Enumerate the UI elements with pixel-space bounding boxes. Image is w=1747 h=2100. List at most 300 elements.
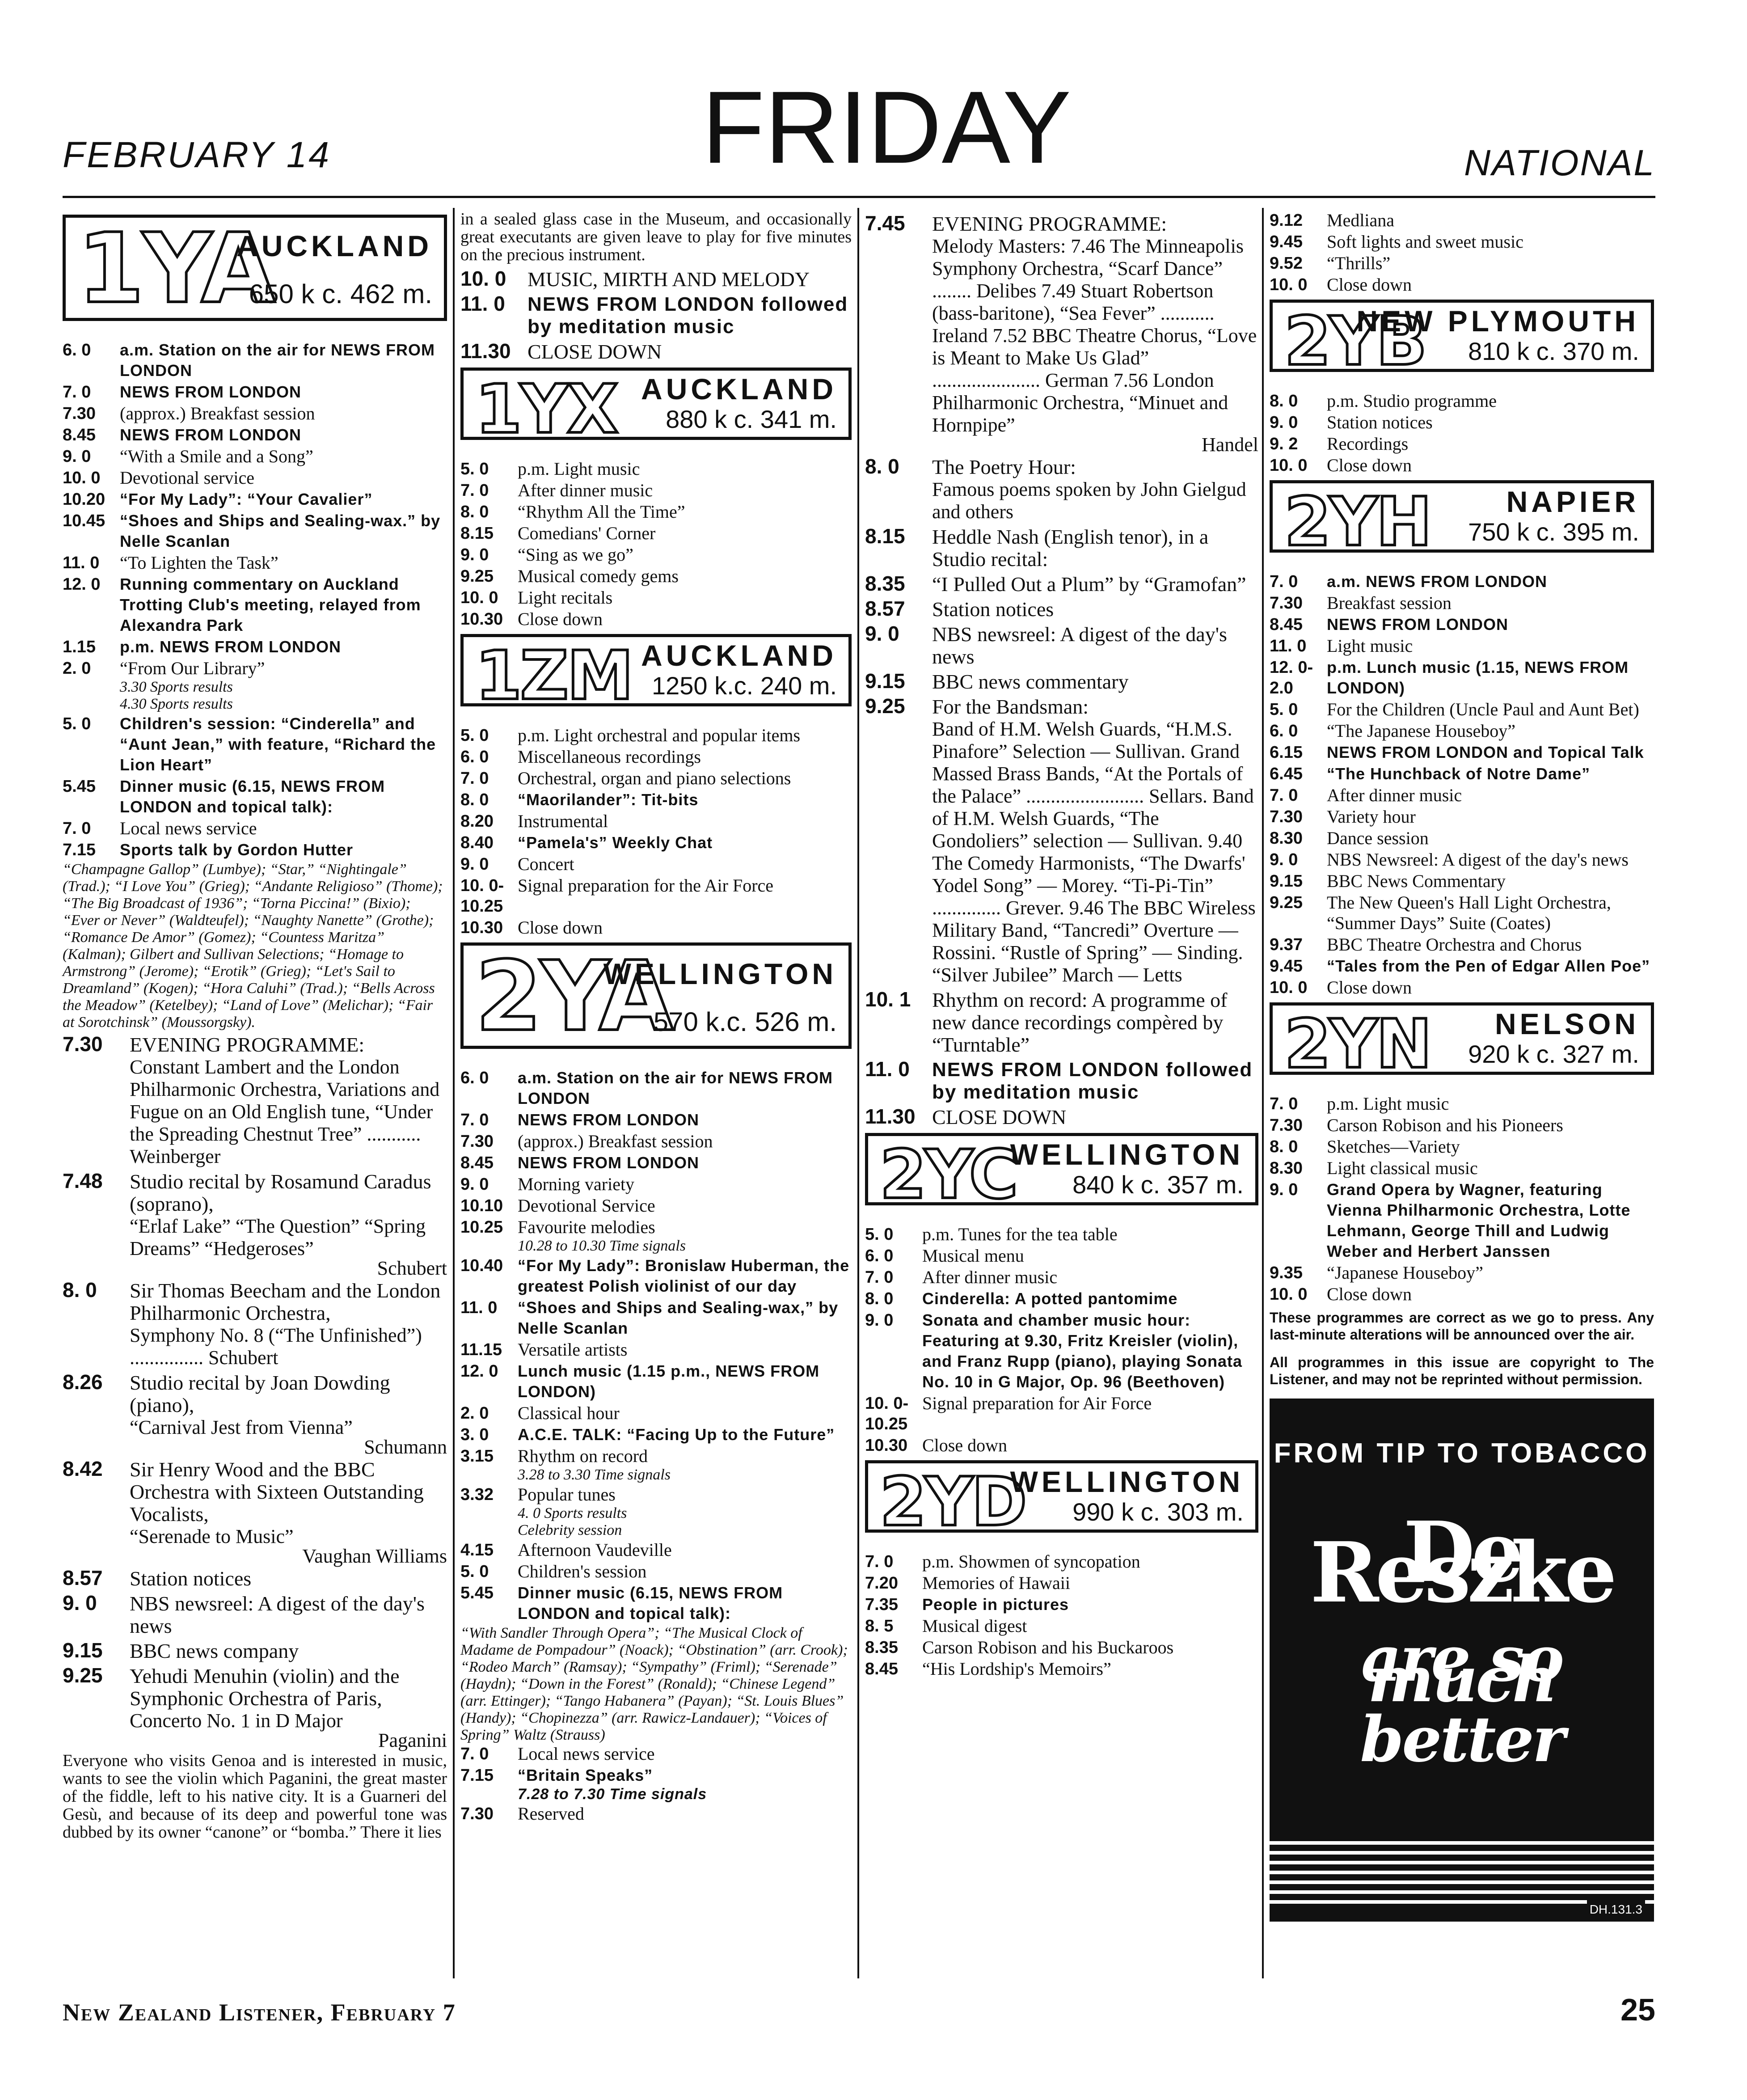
station-city: NELSON (1494, 1007, 1639, 1040)
station-city: NAPIER (1506, 485, 1639, 518)
schedule-row (63, 1034, 447, 1168)
schedule-row (460, 1131, 852, 1152)
time-label: 7. 0 (460, 1111, 489, 1129)
programme-desc (518, 587, 852, 608)
station-callsign: 1YA (77, 212, 274, 325)
time-label: 8.42 (63, 1457, 103, 1480)
schedule-row (63, 446, 447, 467)
programme-title: Concert (518, 854, 574, 874)
programme-title: Dinner music (6.15, NEWS FROM LONDON and topical talk): (518, 1584, 783, 1623)
programme-desc (518, 1174, 852, 1195)
schedule-row (865, 1393, 1258, 1434)
programme-detail: Symphony No. 8 (“The Unfinished”) ............... Schubert (130, 1324, 422, 1369)
programme-title: Running commentary on Auckland Trotting Club's meeting, relayed from Alexandra Park (120, 575, 421, 634)
programme-title: Light recitals (518, 587, 613, 608)
time-label: 7. 0 (1270, 572, 1298, 591)
time-label: 3.15 (460, 1447, 494, 1466)
column-rule (1262, 208, 1264, 1978)
station-frequency: 570 k.c. 526 m. (653, 1007, 837, 1037)
time-label: 5. 0 (460, 1562, 489, 1581)
programme-desc (1327, 828, 1654, 849)
schedule-row (460, 747, 852, 767)
schedule-row (63, 714, 447, 775)
programme-detail: “Erlaf Lake” “The Question” “Spring Dreams” “Hedgeroses” (130, 1215, 426, 1259)
programme-desc (120, 403, 447, 424)
programme-desc (932, 212, 1258, 456)
time-label: 10.30 (865, 1436, 908, 1455)
programme-title: p.m. Light music (518, 459, 640, 479)
programme-title: p.m. Lunch music (1.15, NEWS FROM LONDON) (1327, 658, 1629, 697)
programme-title: Carson Robison and his Buckaroos (922, 1637, 1174, 1657)
schedule-row (865, 1224, 1258, 1245)
time-label: 9.15 (1270, 872, 1303, 891)
programme-title: Comedians' Corner (518, 523, 656, 543)
programme-desc (120, 382, 447, 402)
programme-title: Sports talk by Gordon Hutter (120, 841, 354, 859)
schedule-row (460, 832, 852, 853)
ad-slogan-1: are so much (1361, 1623, 1563, 1716)
programme-detail: Constant Lambert and the London Philharmonic Orchestra, Variations and Fugue on an Old English tune, “Under the Spreading Chestnut Tree” ........... Weinberger (130, 1056, 440, 1167)
programme-desc (932, 573, 1258, 596)
programme-desc (1327, 849, 1654, 870)
schedule-row (460, 609, 852, 630)
schedule-row (460, 566, 852, 587)
column-rule (453, 208, 455, 1978)
programme-desc (518, 1255, 852, 1297)
time-label: 7. 0 (63, 383, 91, 401)
programme-desc (1327, 977, 1654, 998)
copyright-note: All programmes in this issue are copyright to The Listener, and may not be reprinted without permission. (1270, 1354, 1654, 1387)
programme-title: Favourite melodies (518, 1217, 655, 1237)
programme-desc (518, 1804, 852, 1824)
schedule-row (460, 1446, 852, 1483)
programme-title: EVENING PROGRAMME: (130, 1033, 365, 1056)
time-label: 9.52 (1270, 254, 1303, 273)
schedule-row (63, 468, 447, 488)
schedule-row (460, 1583, 852, 1624)
programme-desc (1327, 412, 1654, 433)
time-label: 6. 0 (460, 1069, 489, 1087)
schedule-row (460, 1765, 852, 1803)
programme-desc (130, 1170, 447, 1277)
time-label: 8. 0 (63, 1278, 97, 1301)
programme-desc (518, 1110, 852, 1130)
time-label: 8. 0 (460, 790, 489, 809)
column-2 (460, 210, 852, 1825)
programme-title: Light classical music (1327, 1158, 1478, 1178)
programme-desc (120, 637, 447, 657)
programme-title: “I Pulled Out a Plum” by “Gramofan” (932, 573, 1246, 596)
programme-desc (518, 1361, 852, 1402)
time-label: 8.57 (865, 597, 905, 620)
schedule-row (1270, 721, 1654, 741)
programme-desc (1327, 1263, 1654, 1283)
schedule-row (63, 1170, 447, 1277)
programme-title: “The Hunchback of Notre Dame” (1327, 765, 1591, 783)
programme-title: “Japanese Houseboy” (1327, 1263, 1483, 1283)
programme-desc (1327, 892, 1654, 934)
schedule-row (865, 598, 1258, 621)
programme-title: Orchestral, organ and piano selections (518, 768, 791, 788)
programme-desc (120, 818, 447, 839)
time-label: 1.15 (63, 638, 96, 656)
schedule-row (460, 268, 852, 291)
schedule-row (460, 1174, 852, 1195)
time-label: 6. 0 (865, 1246, 894, 1265)
press-note: These programmes are correct as we go to press. Any last-minute alterations will be announced over the air. (1270, 1310, 1654, 1343)
programme-desc (518, 609, 852, 630)
time-label: 8.26 (63, 1370, 103, 1394)
programme-title: Lunch music (1.15 p.m., NEWS FROM LONDON) (518, 1362, 820, 1401)
time-label: 11. 0 (865, 1057, 910, 1081)
schedule-row (460, 1744, 852, 1764)
time-label: 8.20 (460, 812, 494, 831)
column-rule (857, 208, 859, 1978)
time-label: 10. 0 (1270, 1285, 1308, 1304)
time-label: 7.30 (1270, 594, 1303, 613)
footer-publication: New Zealand Listener, February 7 (63, 1999, 456, 2026)
time-label: 12. 0-2.0 (1270, 658, 1313, 697)
schedule-row (865, 1289, 1258, 1309)
station-frequency: 840 k c. 357 m. (1072, 1170, 1244, 1199)
programme-desc (130, 1458, 447, 1565)
composer: Schumann (364, 1436, 447, 1458)
schedule-row (460, 725, 852, 746)
programme-title: p.m. NEWS FROM LONDON (120, 638, 341, 656)
time-label: 8.57 (63, 1566, 103, 1589)
schedule-row (1270, 785, 1654, 806)
time-label: 9.12 (1270, 211, 1303, 230)
programme-title: “Tales from the Pen of Edgar Allen Poe” (1327, 957, 1650, 975)
time-label: 7.20 (865, 1574, 898, 1593)
programme-title: Dinner music (6.15, NEWS FROM LONDON and topical talk): (120, 777, 385, 816)
time-label: 10.30 (460, 918, 503, 937)
programme-title: “His Lordship's Memoirs” (922, 1659, 1111, 1679)
schedule-row (1270, 849, 1654, 870)
header-rule (63, 196, 1655, 198)
programme-title: NEWS FROM LONDON (1327, 615, 1508, 634)
programme-desc (932, 598, 1258, 621)
programme-desc (922, 1246, 1258, 1266)
schedule-row (63, 1568, 447, 1590)
time-label: 7.30 (460, 1804, 494, 1823)
programme-title: Dance session (1327, 828, 1429, 848)
schedule-row (865, 623, 1258, 668)
programme-title: Memories of Hawaii (922, 1573, 1071, 1593)
programme-desc (1327, 1158, 1654, 1179)
time-label: 7.30 (63, 404, 96, 423)
programme-title: CLOSE DOWN (932, 1106, 1067, 1128)
programme-title: Rhythm on record: A programme of new dance recordings compèred by “Turntable” (932, 989, 1228, 1056)
time-label: 8. 0 (460, 503, 489, 521)
sub-item: 7.28 to 7.30 Time signals (518, 1786, 707, 1803)
time-label: 5. 0 (63, 714, 91, 733)
programme-desc (120, 489, 447, 510)
programme-detail: Band of H.M. Welsh Guards, “H.M.S. Pinafore” Selection — Sullivan. Grand Massed Brass Bands, “At the Portals of the Palace” ........................ Sellars. Band of H.M. Welsh Guards, “The Gondoliers” selection — Sullivan. 9.40 The Comedy Harmonists, “The Dwarfs' Yodel Song” — Morey. “Ti-Pi-Tin” .............. Grever. 9.46 The BBC Wireless Military Band, “Tancredi” Overture — Rossini. “Rustle of Spring” — Sinding. “Silver Jubilee” March — Letts (932, 718, 1256, 986)
programme-title: Breakfast session (1327, 593, 1452, 613)
programme-desc (518, 1446, 852, 1483)
programme-desc (922, 1393, 1258, 1434)
schedule-row (1270, 593, 1654, 613)
programme-title: “Rhythm All the Time” (518, 502, 685, 522)
programme-title: NEWS FROM LONDON (518, 1154, 699, 1172)
programme-title: Sir Henry Wood and the BBC Orchestra with Sixteen Outstanding Vocalists, (130, 1458, 424, 1525)
programme-title: Close down (1327, 275, 1412, 295)
programme-detail: Melody Masters: 7.46 The Minneapolis Symphony Orchestra, “Scarf Dance” ........ Delibes 7.49 Stuart Robertson (bass-baritone), “Sea Fever” ........... Ireland 7.52 BBC Theatre Chorus, “Love is Meant to Make Us Glad” ...................... German 7.56 London Philharmonic Orchestra, “Minuet and Hornpipe” (932, 235, 1257, 436)
schedule-row (865, 1435, 1258, 1456)
ad-brand: De Reszke (1310, 1503, 1614, 1621)
time-label: 7. 0 (460, 481, 489, 500)
schedule-row (865, 1106, 1258, 1128)
programme-title: After dinner music (922, 1267, 1058, 1287)
programme-desc (922, 1267, 1258, 1288)
time-label: 10. 0 (63, 469, 101, 487)
programme-title: Close down (1327, 1284, 1412, 1304)
schedule-row (63, 1372, 447, 1456)
schedule-row (460, 1561, 852, 1582)
time-label: 8.45 (460, 1154, 494, 1172)
programme-title: EVENING PROGRAMME: (932, 212, 1167, 235)
time-label: 7.15 (63, 841, 96, 859)
station-frequency: 750 k c. 395 m. (1468, 518, 1639, 546)
programme-title: NEWS FROM LONDON (120, 383, 301, 401)
programme-title: Close down (1327, 455, 1412, 475)
sub-item: 3.30 Sports results (120, 679, 233, 695)
evening-schedule-1ya (63, 1034, 447, 1749)
programme-desc (1327, 1284, 1654, 1305)
composer: Handel (1201, 434, 1258, 456)
programme-desc (922, 1551, 1258, 1572)
schedule-row (1270, 1137, 1654, 1157)
time-label: 7. 0 (1270, 786, 1298, 805)
programme-title: Musical digest (922, 1616, 1027, 1636)
schedule-row (460, 459, 852, 479)
schedule-row (1270, 871, 1654, 892)
time-label: 9. 0 (1270, 1180, 1298, 1199)
time-label: 12. 0 (460, 1362, 498, 1381)
schedule-row (1270, 828, 1654, 849)
schedule-row (460, 1540, 852, 1560)
schedule-row (1270, 636, 1654, 656)
programme-title: Close down (922, 1435, 1007, 1455)
station-box-1ya (63, 212, 447, 325)
schedule-row (1270, 892, 1654, 934)
time-label: 9. 0 (460, 855, 489, 874)
programme-desc (518, 1153, 852, 1173)
station-box-2ya (460, 940, 852, 1052)
ad-stripes (1270, 1841, 1654, 1904)
programme-title: “The Japanese Houseboy” (1327, 721, 1516, 741)
programme-title: After dinner music (518, 480, 653, 500)
time-label: 7. 0 (460, 1745, 489, 1763)
station-box-2yd (865, 1460, 1258, 1541)
programme-title: NEWS FROM LONDON followed by meditation music (932, 1059, 1253, 1103)
time-label: 10.10 (460, 1196, 503, 1215)
time-label: 9. 0 (460, 1175, 489, 1194)
programme-desc (518, 459, 852, 479)
time-label: 5.45 (63, 777, 96, 796)
schedule-row (865, 1246, 1258, 1266)
schedule-row (460, 768, 852, 789)
programme-title: Rhythm on record (518, 1446, 648, 1466)
programme-desc (1327, 871, 1654, 892)
time-label: 9. 0 (865, 1311, 894, 1330)
station-city: WELLINGTON (1010, 1465, 1244, 1498)
time-label: 10.25 (460, 1218, 503, 1237)
programme-title: Station notices (932, 598, 1054, 621)
programme-title: Afternoon Vaudeville (518, 1540, 672, 1560)
time-label: 8.45 (1270, 615, 1303, 634)
station-callsign: 2YH (1284, 483, 1431, 561)
programme-title: The Poetry Hour: (932, 456, 1076, 478)
programme-title: p.m. Showmen of syncopation (922, 1551, 1140, 1572)
day-title: FRIDAY (702, 70, 1072, 185)
time-label: 9.25 (1270, 893, 1303, 912)
programme-detail: “Carnival Jest from Vienna” (130, 1416, 353, 1438)
time-label: 10. 0 (1270, 978, 1308, 997)
programme-desc (932, 623, 1258, 668)
composer: Paganini (378, 1729, 447, 1751)
programme-title: “From Our Library” (120, 658, 265, 678)
schedule-1zm (460, 725, 852, 938)
programme-desc (1327, 571, 1654, 592)
programme-desc (1327, 455, 1654, 476)
programme-desc (922, 1289, 1258, 1309)
schedule-1ya (63, 340, 447, 860)
schedule-row (1270, 657, 1654, 698)
programme-desc (120, 714, 447, 775)
station-box-1yx (460, 368, 852, 448)
programme-desc (1327, 391, 1654, 411)
programme-desc (1327, 785, 1654, 806)
time-label: 10.45 (63, 511, 105, 530)
programme-title: NBS Newsreel: A digest of the day's news (1327, 849, 1629, 870)
schedule-row (63, 776, 447, 817)
programme-title: Station notices (1327, 412, 1433, 432)
time-label: 11. 0 (460, 1298, 498, 1317)
schedule-row (63, 1280, 447, 1369)
station-callsign: 1YX (475, 371, 617, 448)
programme-desc (518, 854, 852, 875)
programme-desc (922, 1573, 1258, 1593)
programme-desc (1327, 721, 1654, 741)
programme-desc (518, 917, 852, 938)
schedule-row (1270, 412, 1654, 433)
programme-desc (518, 768, 852, 789)
schedule-row (460, 1339, 852, 1360)
programme-desc (932, 989, 1258, 1056)
schedule-row (865, 1059, 1258, 1103)
programme-detail: Concerto No. 1 in D Major (130, 1710, 343, 1732)
schedule-row (460, 854, 852, 875)
schedule-2yn (1270, 1094, 1654, 1305)
programme-title: The New Queen's Hall Light Orchestra, “Summer Days” Suite (Coates) (1327, 892, 1611, 933)
time-label: 9.15 (865, 669, 905, 693)
schedule-row (1270, 742, 1654, 763)
station-city: AUCKLAND (641, 639, 837, 672)
time-label: 5.45 (460, 1584, 494, 1602)
schedule-2yd (865, 1551, 1258, 1679)
programme-desc (120, 446, 447, 467)
programme-title: BBC news commentary (932, 670, 1129, 693)
station-box-1zm (460, 634, 852, 715)
schedule-row (63, 574, 447, 636)
programme-desc (518, 790, 852, 810)
programme-title: Children's session: “Cinderella” and “Aunt Jean,” with feature, “Richard the Lion Heart” (120, 714, 436, 774)
station-box-2yh (1270, 480, 1654, 561)
programme-title: Musical comedy gems (518, 566, 679, 586)
programme-desc (518, 566, 852, 587)
time-label: 7.30 (460, 1132, 494, 1151)
paganini-paragraph-cont: in a sealed glass case in the Museum, and occasionally great executants are given leave to play for five minutes on the precious instrument. (460, 210, 852, 264)
programme-title: MUSIC, MIRTH AND MELODY (527, 268, 810, 291)
programme-desc (932, 1106, 1258, 1128)
programme-title: Devotional service (120, 468, 254, 488)
composer: Schubert (377, 1257, 447, 1279)
programme-desc (932, 526, 1258, 570)
programme-title: Local news service (120, 818, 257, 838)
programme-title: Close down (518, 917, 603, 938)
programme-title: Heddle Nash (English tenor), in a Studio recital: (932, 525, 1209, 570)
time-label: 10.20 (63, 490, 105, 509)
time-label: 6. 0 (63, 341, 91, 359)
schedule-row (865, 671, 1258, 693)
programme-desc (130, 1034, 447, 1168)
schedule-row (63, 553, 447, 573)
programme-desc (518, 480, 852, 501)
programme-desc (1327, 764, 1654, 784)
time-label: 11. 0 (63, 554, 100, 572)
time-label: 8.35 (865, 572, 905, 595)
time-label: 10. 0-10.25 (460, 876, 504, 916)
programme-title: For the Bandsman: (932, 695, 1089, 718)
programme-desc (518, 1424, 852, 1445)
programme-title: Signal preparation for Air Force (922, 1393, 1152, 1413)
schedule-row (1270, 807, 1654, 827)
time-label: 8.15 (460, 524, 494, 543)
station-callsign: 2YC (880, 1136, 1017, 1214)
programme-desc (518, 811, 852, 832)
time-label: 10.30 (460, 610, 503, 629)
schedule-row (1270, 1284, 1654, 1305)
programme-desc (130, 1640, 447, 1662)
programme-desc (527, 341, 852, 363)
programme-desc (120, 468, 447, 488)
programme-title: a.m. NEWS FROM LONDON (1327, 572, 1548, 591)
programme-title: “Maorilander”: Tit-bits (518, 790, 699, 809)
programme-title: “For My Lady”: “Your Cavalier” (120, 490, 373, 508)
programme-title: Musical menu (922, 1246, 1024, 1266)
time-label: 8. 0 (865, 1289, 894, 1308)
schedule-row (460, 917, 852, 938)
schedule-row (865, 1659, 1258, 1679)
programme-title: Close down (518, 609, 603, 629)
programme-detail: “Serenade to Music” (130, 1525, 294, 1547)
schedule-row (63, 1458, 447, 1565)
time-label: 9. 0 (1270, 413, 1298, 432)
time-label: 9.15 (63, 1639, 103, 1662)
time-label: 6. 0 (460, 748, 489, 766)
time-label: 8. 0 (865, 455, 899, 478)
programme-title: p.m. Tunes for the tea table (922, 1224, 1118, 1244)
programme-title: Local news service (518, 1744, 655, 1764)
schedule-row (1270, 956, 1654, 976)
schedule-row (460, 790, 852, 810)
programme-desc (1327, 1137, 1654, 1157)
programme-title: “Britain Speaks” (518, 1766, 653, 1784)
programme-desc (922, 1637, 1258, 1658)
time-label: 5. 0 (460, 460, 489, 478)
